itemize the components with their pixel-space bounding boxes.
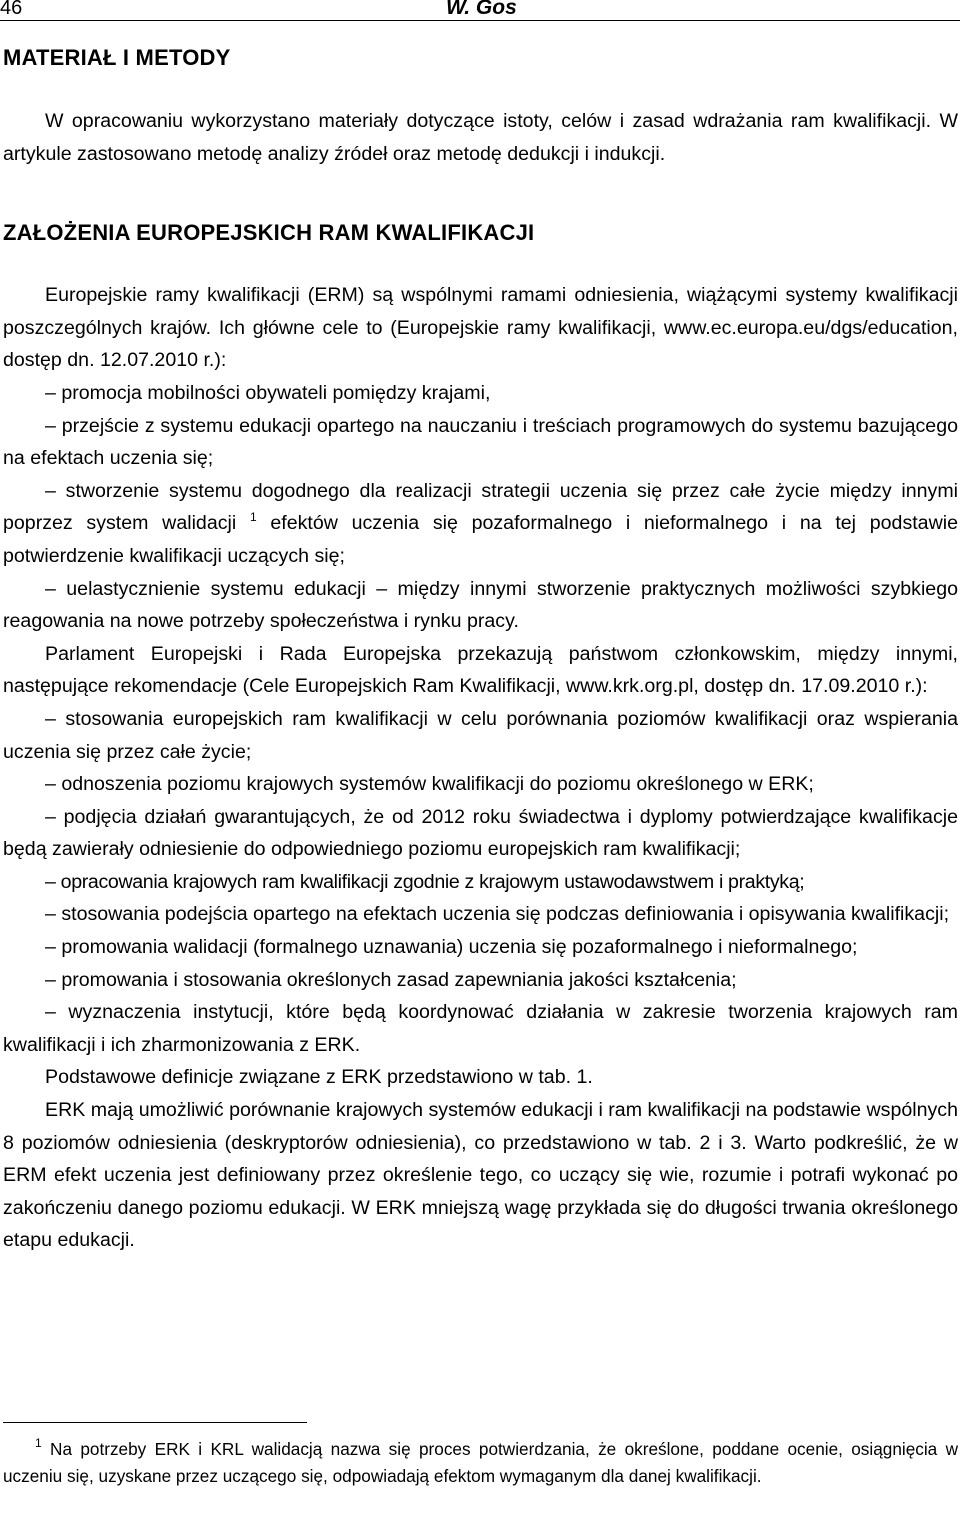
list-item-recommendation: – odnoszenia poziomu krajowych systemów kwalifikacji do poziomu określonego w ERK; — [45, 773, 814, 796]
page-number: 46 — [0, 0, 23, 19]
list-item-goal — [3, 475, 958, 573]
list-item-recommendation: – opracowania krajowych ram kwalifikacji zgodnie z krajowym ustawodawstwem i praktyką; — [45, 870, 805, 893]
paragraph-recommendations-intro: Parlament Europejski i Rada Europejska przekazują państwom członkowskim, między innymi, następujące rekomendacje (Cele Europejskich Ram Kwalifikacji, www.krk.org.pl, dostęp dn. 17.09.2010 r.): — [3, 642, 958, 698]
page-header — [0, 0, 960, 28]
footnote — [3, 1436, 958, 1490]
list-item-goal: – uelastycznienie systemu edukacji – między innymi stworzenie praktycznych możliwości szybkiego reagowania na nowe potrzeby społeczeństwa i rynku pracy. — [3, 577, 958, 633]
paragraph-erk-intro: Europejskie ramy kwalifikacji (ERM) są wspólnymi ramami odniesienia, wiążącymi systemy kwalifikacji poszczególnych krajów. Ich główne cele to (Europejskie ramy kwalifikacji, www.ec.europa.eu/dgs/education, dostęp dn. 12.07.2010 r.): — [3, 284, 958, 372]
footnote-reference: 1 — [249, 510, 257, 525]
list-item-goal: – przejście z systemu edukacji opartego na nauczaniu i treściach programowych do systemu bazującego na efektach uczenia się; — [3, 414, 958, 470]
list-item-recommendation: – promowania walidacji (formalnego uznawania) uczenia się pozaformalnego i nieformalnego; — [45, 936, 858, 959]
list-item-recommendation: – stosowania podejścia opartego na efektach uczenia się podczas definiowania i opisywania kwalifikacji; — [45, 903, 950, 926]
paragraph-definitions: Podstawowe definicje związane z ERK przedstawiono w tab. 1. — [45, 1066, 593, 1089]
footnote-marker: 1 — [35, 1436, 42, 1450]
list-item-recommendation: – stosowania europejskich ram kwalifikacji w celu porównania poziomów kwalifikacji oraz wspierania uczenia się przez całe życie; — [3, 707, 958, 763]
list-item-recommendation: – wyznaczenia instytucji, które będą koordynować działania w zakresie tworzenia krajowych ram kwalifikacji i ich zharmonizowania z ERK. — [3, 1001, 958, 1056]
footnote-text: Na potrzeby ERK i KRL walidacją nazwa się proces potwierdzania, że określone, poddane ocenie, osiągnięcia w uczeniu się, uzyskane przez uczącego się, odpowiadają efektom wymaganym dla danej kwalifikacji. — [3, 1439, 958, 1486]
goal-text-part: – stworzenie systemu dogodnego dla realizacji strategii uczenia się przez całe życie między innymi poprzez system walidacji — [3, 479, 958, 535]
list-item-recommendation: – podjęcia działań gwarantujących, że od 2012 roku świadectwa i dyplomy potwierdzające kwalifikacje będą zawierały odniesienie do odpowiedniego poziomu europejskich ram kwalifikacji; — [3, 805, 958, 861]
section-heading-erk: ZAŁOŻENIA EUROPEJSKICH RAM KWALIFIKACJI — [3, 220, 535, 246]
running-head: W. Gos — [446, 0, 517, 19]
list-item-goal: – promocja mobilności obywateli pomiędzy krajami, — [45, 381, 491, 404]
section-heading-materials: MATERIAŁ I METODY — [3, 45, 231, 70]
footnote-rule — [3, 1422, 307, 1423]
goal-text-part: efektów uczenia się pozaformalnego i nieformalnego i na tej podstawie potwierdzenie kwalifikacji uczących się; — [3, 512, 958, 567]
header-rule — [0, 20, 960, 21]
list-item-recommendation: – promowania i stosowania określonych zasad zapewniania jakości kształcenia; — [45, 968, 737, 991]
main-content — [3, 40, 958, 1257]
paragraph-closing: ERK mają umożliwić porównanie krajowych systemów edukacji i ram kwalifikacji na podstawie wspólnych 8 poziomów odniesienia (deskryptorów odniesienia), co przedstawiono w tab. 2 i 3. Warto podkreślić, że w ERM efekt uczenia jest definiowany przez określenie tego, co uczący się wie, rozumie i potrafi wykonać po zakończeniu danego poziomu edukacji. W ERK mniejszą wagę przykłada się do długości trwania określonego etapu edukacji. — [3, 1099, 958, 1252]
paragraph-materials: W opracowaniu wykorzystano materiały dotyczące istoty, celów i zasad wdrażania ram kwalifikacji. W artykule zastosowano metodę analizy źródeł oraz metodę dedukcji i indukcji. — [3, 110, 958, 165]
